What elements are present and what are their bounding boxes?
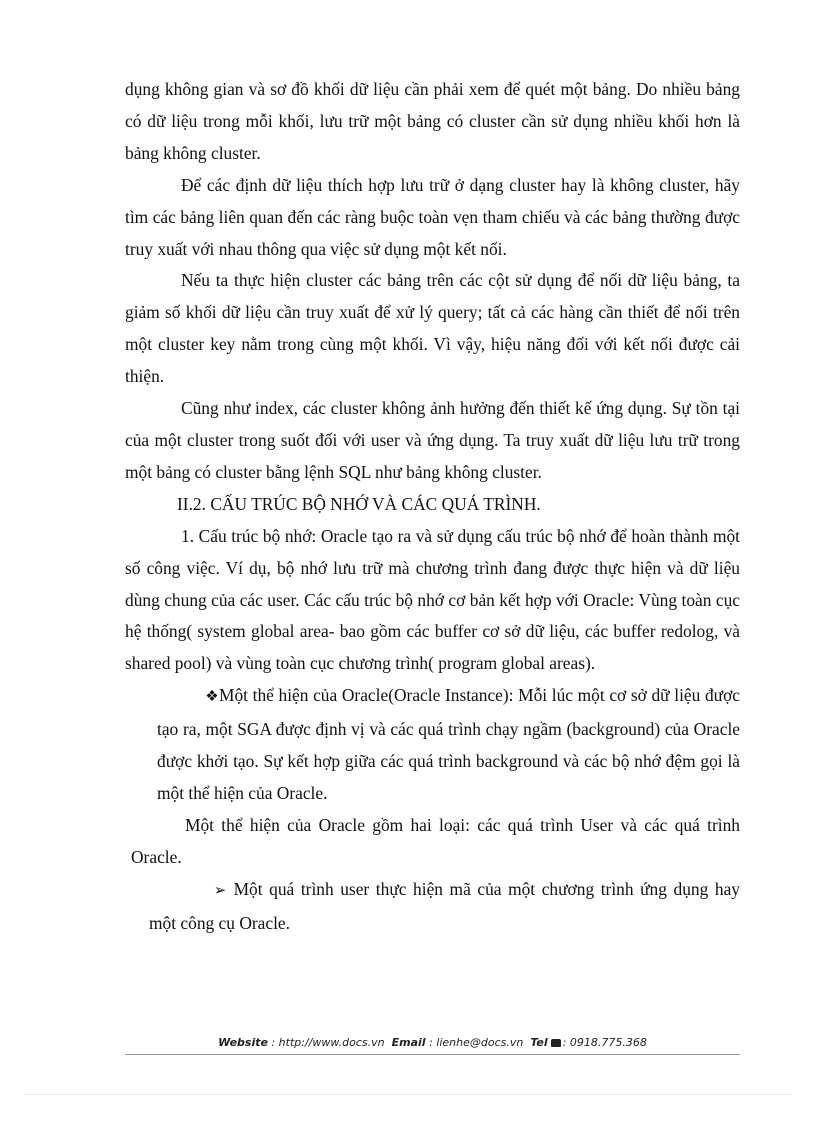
paragraph-memory-structure: 1. Cấu trúc bộ nhớ: Oracle tạo ra và sử dụng cấu trúc bộ nhớ để hoàn thành một số công việc. Ví dụ, bộ nhớ lưu trữ mà chương trình đang được thực hiện và dữ liệu dùng chung của các user. Các cấu trúc bộ nhớ cơ bản kết hợp với Oracle: Vùng toàn cục hệ thống( system global area- bao gồm các buffer cơ sở dữ liệu, các buffer redolog, và shared pool) và vùng toàn cục chương trình( program global areas). bbox=[125, 525, 740, 674]
page-footer bbox=[125, 1036, 740, 1049]
footer-email-value: : lienhe@docs.vn bbox=[429, 1036, 524, 1049]
paragraph-cluster-selection: Để các định dữ liệu thích hợp lưu trữ ở dạng cluster hay là không cluster, hãy tìm các bảng liên quan đến các ràng buộc toàn vẹn tham chiếu và các bảng thường được truy xuất với nhau thông qua việc sử dụng một kết nối. bbox=[125, 174, 740, 259]
paragraph-cluster-join: Nếu ta thực hiện cluster các bảng trên các cột sử dụng để nối dữ liệu bảng, ta giảm số khối dữ liệu cần truy xuất để xử lý query; tất cả các hàng cần thiết để nối trên một cluster key nằm trong cùng một khối. Vì vậy, hiệu năng đối với kết nối được cải thiện. bbox=[125, 270, 740, 387]
footer-tel-value: : 0918.775.368 bbox=[562, 1036, 647, 1049]
section-heading: II.2. CẤU TRÚC BỘ NHỚ VÀ CÁC QUÁ TRÌNH. bbox=[177, 493, 541, 514]
bullet-oracle-instance-text: Một thể hiện của Oracle(Oracle Instance): Mỗi lúc một cơ sở dữ liệu được tạo ra, một SGA được định vị và các quá trình chạy ngầm (background) của Oracle được khởi tạo. Sự kết hợp giữa các quá trình background và các bộ nhớ đệm gọi là một thể hiện của Oracle. bbox=[157, 685, 740, 803]
bullet-oracle-instance bbox=[125, 680, 740, 810]
footer-website-label: Website bbox=[218, 1036, 268, 1049]
body-text bbox=[125, 74, 740, 939]
footer-tel-label: Tel bbox=[530, 1036, 548, 1049]
paragraph-continuation: dụng không gian và sơ đồ khối dữ liệu cần phải xem để quét một bảng. Do nhiều bảng có dữ liệu trong mỗi khối, lưu trữ một bảng có cluster cần sử dụng nhiều khối hơn là bảng không cluster. bbox=[125, 79, 740, 163]
footer-divider bbox=[125, 1054, 740, 1055]
footer-email-label: Email bbox=[391, 1036, 426, 1049]
telephone-icon bbox=[551, 1039, 561, 1047]
bullet-user-process bbox=[125, 874, 740, 940]
page-bottom-divider bbox=[25, 1094, 791, 1095]
arrow-bullet-icon: ➢ bbox=[213, 882, 227, 899]
paragraph-cluster-index: Cũng như index, các cluster không ảnh hưởng đến thiết kế ứng dụng. Sự tồn tại của một cluster trong suốt đối với user và ứng dụng. Ta truy xuất dữ liệu lưu trữ trong một bảng có cluster bằng lệnh SQL như bảng không cluster. bbox=[125, 398, 740, 482]
footer-website-url: : http://www.docs.vn bbox=[271, 1036, 385, 1049]
diamond-bullet-icon: ❖ bbox=[205, 689, 219, 706]
paragraph-instance-types: Một thể hiện của Oracle gồm hai loại: các quá trình User và các quá trình Oracle. bbox=[131, 814, 740, 867]
bullet-user-process-text: Một quá trình user thực hiện mã của một chương trình ứng dụng hay một công cụ Oracle. bbox=[149, 878, 740, 933]
